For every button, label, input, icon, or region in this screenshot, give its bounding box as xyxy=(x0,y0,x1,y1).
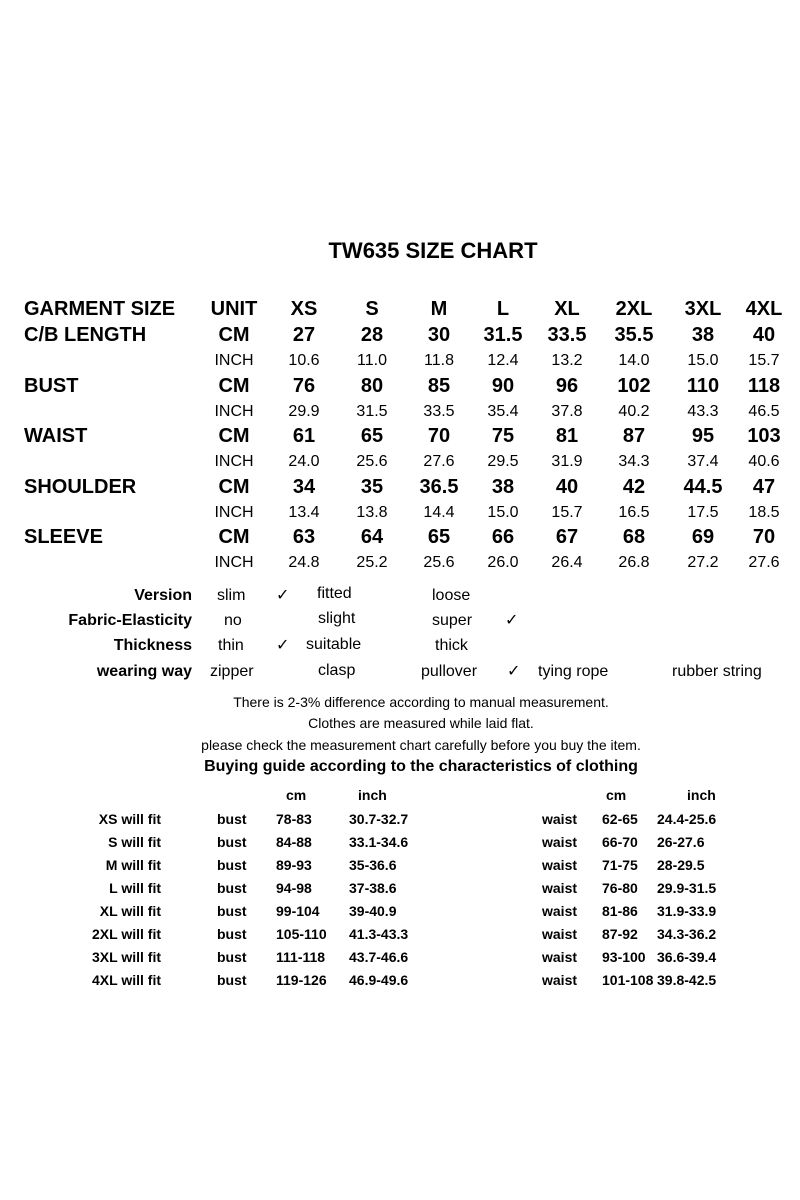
guide-fit-label: 3XL will fit xyxy=(92,949,161,965)
page-title: TW635 SIZE CHART xyxy=(328,238,538,263)
row-label-bust: BUST xyxy=(24,375,79,397)
guide-header-cm: cm xyxy=(606,787,627,803)
guide-bust-inch: 46.9-49.6 xyxy=(349,972,409,988)
property-option: suitable xyxy=(306,636,362,653)
cell-cm: 85 xyxy=(427,375,451,397)
cell-cm: 64 xyxy=(360,526,384,548)
guide-waist-inch: 39.8-42.5 xyxy=(657,972,717,988)
row-label-shoulder: SHOULDER xyxy=(24,476,137,498)
guide-fit-label: S will fit xyxy=(108,834,161,850)
cell-cm: 67 xyxy=(555,526,579,548)
guide-bust-inch: 35-36.6 xyxy=(349,857,397,873)
guide-header-inch: inch xyxy=(687,787,716,803)
property-label-version: Version xyxy=(134,587,192,604)
guide-bust-cm: 94-98 xyxy=(276,880,312,896)
cell-cm: 36.5 xyxy=(419,476,459,498)
guide-bust-label: bust xyxy=(217,903,247,919)
cell-cm: 33.5 xyxy=(547,324,587,346)
cell-cm: 65 xyxy=(360,425,384,447)
guide-fit-label: XL will fit xyxy=(99,903,161,919)
cell-inch: 11.0 xyxy=(357,352,387,369)
guide-fit-label: M will fit xyxy=(105,857,161,873)
cell-inch: 17.5 xyxy=(687,504,719,521)
cell-cm: 31.5 xyxy=(483,324,523,346)
buying-guide-title: Buying guide according to the characteristics of clothing xyxy=(204,758,638,775)
cell-inch: 15.0 xyxy=(487,504,519,521)
guide-waist-cm: 76-80 xyxy=(602,880,638,896)
cell-cm: 118 xyxy=(747,375,781,397)
guide-waist-inch: 29.9-31.5 xyxy=(657,880,717,896)
cell-cm: 28 xyxy=(360,324,384,346)
guide-fit-label: XS will fit xyxy=(98,811,161,827)
cell-inch: 33.5 xyxy=(423,403,455,420)
guide-waist-cm: 62-65 xyxy=(602,811,638,827)
cell-inch: 25.6 xyxy=(423,554,455,571)
guide-waist-label: waist xyxy=(542,811,578,827)
guide-waist-cm: 87-92 xyxy=(602,926,638,942)
unit-inch: INCH xyxy=(214,453,254,470)
cell-cm: 70 xyxy=(427,425,451,447)
property-option: thick xyxy=(435,637,468,654)
size-header-l: L xyxy=(496,298,510,320)
guide-fit-label: 4XL will fit xyxy=(92,972,161,988)
check-mark: ✓ xyxy=(276,637,290,654)
size-header-3xl: 3XL xyxy=(684,298,722,320)
cell-inch: 26.8 xyxy=(618,554,650,571)
guide-waist-label: waist xyxy=(542,880,578,896)
property-option: pullover xyxy=(421,663,478,680)
guide-waist-inch: 36.6-39.4 xyxy=(657,949,717,965)
size-header-4xl: 4XL xyxy=(745,298,783,320)
cell-cm: 47 xyxy=(752,476,776,498)
guide-bust-inch: 30.7-32.7 xyxy=(349,811,409,827)
guide-bust-label: bust xyxy=(217,949,247,965)
cell-inch: 40.6 xyxy=(748,453,780,470)
cell-inch: 37.4 xyxy=(687,453,719,470)
guide-waist-label: waist xyxy=(542,972,578,988)
cell-cm: 30 xyxy=(427,324,451,346)
size-header-m: M xyxy=(430,298,448,320)
property-option: rubber string xyxy=(672,663,762,680)
check-mark: ✓ xyxy=(507,663,521,680)
unit-inch: INCH xyxy=(214,554,254,571)
guide-fit-label: L will fit xyxy=(109,880,161,896)
guide-bust-inch: 43.7-46.6 xyxy=(349,949,409,965)
cell-inch: 40.2 xyxy=(618,403,650,420)
guide-waist-label: waist xyxy=(542,834,578,850)
guide-fit-label: 2XL will fit xyxy=(92,926,161,942)
guide-waist-inch: 26-27.6 xyxy=(657,834,705,850)
guide-bust-label: bust xyxy=(217,834,247,850)
cell-cm: 80 xyxy=(360,375,384,397)
cell-cm: 35.5 xyxy=(614,324,654,346)
property-option: no xyxy=(224,612,242,629)
property-option: clasp xyxy=(318,662,356,679)
cell-inch: 46.5 xyxy=(748,403,780,420)
guide-bust-label: bust xyxy=(217,880,247,896)
row-label-cb-length: C/B LENGTH xyxy=(24,324,147,346)
cell-inch: 43.3 xyxy=(687,403,719,420)
size-header-xs: XS xyxy=(290,298,318,320)
cell-cm: 75 xyxy=(491,425,515,447)
guide-waist-label: waist xyxy=(542,903,578,919)
guide-header-cm: cm xyxy=(286,787,307,803)
guide-bust-cm: 89-93 xyxy=(276,857,312,873)
cell-inch: 25.6 xyxy=(356,453,388,470)
guide-bust-inch: 37-38.6 xyxy=(349,880,397,896)
size-header-xl: XL xyxy=(554,298,580,320)
property-option: super xyxy=(432,612,473,629)
property-option: slim xyxy=(217,587,246,604)
cell-inch: 27.6 xyxy=(423,453,455,470)
cell-inch: 27.2 xyxy=(687,554,719,571)
cell-cm: 103 xyxy=(747,425,781,447)
unit-inch: INCH xyxy=(214,504,254,521)
cell-cm: 70 xyxy=(752,526,776,548)
cell-cm: 69 xyxy=(691,526,715,548)
cell-cm: 76 xyxy=(292,375,316,397)
cell-inch: 15.7 xyxy=(748,352,780,369)
guide-waist-label: waist xyxy=(542,926,578,942)
cell-inch: 13.8 xyxy=(356,504,388,521)
guide-bust-label: bust xyxy=(217,972,247,988)
guide-bust-cm: 105-110 xyxy=(276,926,327,942)
size-header-s: S xyxy=(365,298,379,320)
cell-cm: 38 xyxy=(491,476,515,498)
guide-bust-inch: 41.3-43.3 xyxy=(349,926,409,942)
unit-cm: CM xyxy=(218,425,250,447)
row-label-sleeve: SLEEVE xyxy=(24,526,103,548)
cell-cm: 61 xyxy=(292,425,316,447)
cell-cm: 96 xyxy=(555,375,579,397)
note-line: please check the measurement chart carefully before you buy the item. xyxy=(201,737,641,753)
guide-waist-label: waist xyxy=(542,857,578,873)
cell-cm: 68 xyxy=(622,526,646,548)
guide-waist-inch: 24.4-25.6 xyxy=(657,811,717,827)
check-mark: ✓ xyxy=(276,587,290,604)
cell-inch: 15.7 xyxy=(551,504,583,521)
cell-cm: 110 xyxy=(686,375,720,397)
guide-bust-cm: 119-126 xyxy=(276,972,327,988)
cell-cm: 87 xyxy=(622,425,646,447)
size-header-2xl: 2XL xyxy=(615,298,653,320)
cell-inch: 31.9 xyxy=(551,453,583,470)
property-label-thickness: Thickness xyxy=(113,637,192,654)
cell-inch: 27.6 xyxy=(748,554,780,571)
guide-bust-label: bust xyxy=(217,926,247,942)
guide-waist-cm: 66-70 xyxy=(602,834,638,850)
cell-inch: 14.0 xyxy=(618,352,650,369)
property-option: zipper xyxy=(210,663,254,680)
cell-cm: 63 xyxy=(292,526,316,548)
unit-cm: CM xyxy=(218,526,250,548)
property-option: slight xyxy=(318,610,356,627)
cell-cm: 27 xyxy=(292,324,316,346)
cell-inch: 24.8 xyxy=(288,554,320,571)
cell-inch: 18.5 xyxy=(748,504,780,521)
cell-inch: 10.6 xyxy=(288,352,320,369)
guide-waist-inch: 28-29.5 xyxy=(657,857,705,873)
cell-inch: 29.9 xyxy=(288,403,320,420)
cell-inch: 14.4 xyxy=(423,504,455,521)
cell-cm: 35 xyxy=(360,476,384,498)
cell-cm: 95 xyxy=(691,425,715,447)
cell-inch: 12.4 xyxy=(487,352,519,369)
cell-inch: 35.4 xyxy=(487,403,519,420)
cell-cm: 42 xyxy=(622,476,646,498)
guide-bust-cm: 84-88 xyxy=(276,834,312,850)
guide-waist-inch: 34.3-36.2 xyxy=(657,926,717,942)
cell-inch: 16.5 xyxy=(618,504,650,521)
cell-inch: 13.2 xyxy=(551,352,583,369)
cell-cm: 102 xyxy=(617,375,651,397)
cell-cm: 38 xyxy=(691,324,715,346)
guide-bust-label: bust xyxy=(217,811,247,827)
unit-inch: INCH xyxy=(214,403,254,420)
garment-size-header: GARMENT SIZE xyxy=(24,298,176,320)
property-label-wearing-way: wearing way xyxy=(96,663,192,680)
guide-waist-cm: 101-108 xyxy=(602,972,654,988)
cell-inch: 26.4 xyxy=(551,554,583,571)
guide-bust-inch: 39-40.9 xyxy=(349,903,397,919)
cell-cm: 65 xyxy=(427,526,451,548)
cell-inch: 24.0 xyxy=(288,453,320,470)
note-line: Clothes are measured while laid flat. xyxy=(308,715,534,731)
cell-inch: 25.2 xyxy=(356,554,388,571)
guide-bust-cm: 99-104 xyxy=(276,903,320,919)
unit-cm: CM xyxy=(218,375,250,397)
cell-cm: 44.5 xyxy=(683,476,723,498)
unit-header: UNIT xyxy=(210,298,258,320)
property-label-fabric-elasticity: Fabric-Elasticity xyxy=(68,612,192,629)
property-option: tying rope xyxy=(538,663,609,680)
unit-cm: CM xyxy=(218,476,250,498)
cell-cm: 81 xyxy=(555,425,579,447)
property-option: fitted xyxy=(317,585,352,602)
cell-cm: 34 xyxy=(292,476,316,498)
cell-cm: 40 xyxy=(752,324,776,346)
guide-header-inch: inch xyxy=(358,787,387,803)
guide-bust-label: bust xyxy=(217,857,247,873)
guide-waist-cm: 93-100 xyxy=(602,949,646,965)
property-option: loose xyxy=(432,587,471,604)
unit-inch: INCH xyxy=(214,352,254,369)
guide-bust-cm: 111-118 xyxy=(276,949,326,965)
unit-cm: CM xyxy=(218,324,250,346)
cell-cm: 40 xyxy=(555,476,579,498)
guide-waist-cm: 81-86 xyxy=(602,903,638,919)
check-mark: ✓ xyxy=(505,612,519,629)
guide-waist-label: waist xyxy=(542,949,578,965)
cell-inch: 37.8 xyxy=(551,403,583,420)
cell-cm: 66 xyxy=(491,526,515,548)
guide-bust-inch: 33.1-34.6 xyxy=(349,834,409,850)
guide-waist-inch: 31.9-33.9 xyxy=(657,903,717,919)
guide-bust-cm: 78-83 xyxy=(276,811,312,827)
cell-inch: 29.5 xyxy=(487,453,519,470)
cell-cm: 90 xyxy=(491,375,515,397)
cell-inch: 13.4 xyxy=(288,504,320,521)
guide-waist-cm: 71-75 xyxy=(602,857,638,873)
row-label-waist: WAIST xyxy=(24,425,88,447)
cell-inch: 15.0 xyxy=(687,352,719,369)
cell-inch: 26.0 xyxy=(487,554,519,571)
cell-inch: 34.3 xyxy=(618,453,650,470)
cell-inch: 31.5 xyxy=(356,403,388,420)
note-line: There is 2-3% difference according to manual measurement. xyxy=(233,694,609,710)
cell-inch: 11.8 xyxy=(424,352,454,369)
property-option: thin xyxy=(218,637,244,654)
